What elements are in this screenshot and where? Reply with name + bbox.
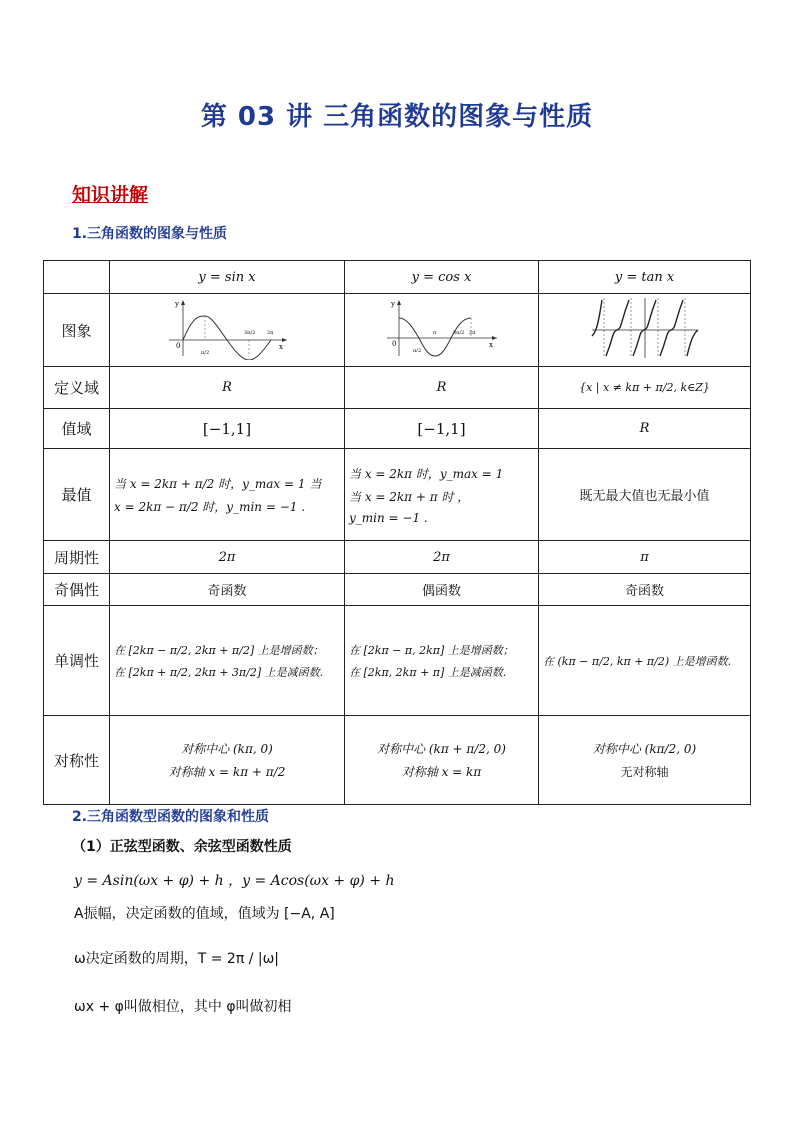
header-empty-cell	[44, 261, 110, 294]
subsection-title-2a: （1）正弦型函数、余弦型函数性质	[72, 839, 292, 855]
cos-tick-label: π	[432, 330, 436, 336]
cos-decreasing: 在 [2kπ, 2kπ + π] 上是减函数.	[349, 665, 507, 679]
cos-min-line: 当 x = 2kπ + π 时 ，	[349, 489, 470, 504]
sin-center: 对称中心 (kπ, 0)	[181, 742, 273, 756]
cos-graph-cell	[345, 294, 539, 367]
phase-line: ωx + φ叫做相位，其中 φ叫做初相	[74, 999, 292, 1015]
cos-axis: 对称轴 x = kπ	[401, 765, 482, 779]
sin-tick-label: π/2	[200, 350, 209, 356]
cos-domain: R	[345, 367, 539, 409]
cos-max-line: 当 x = 2kπ 时，y_max = 1	[349, 466, 504, 481]
tan-domain: {x | x ≠ kπ + π/2, k∈Z}	[539, 367, 751, 409]
row-label-symmetry: 对称性	[44, 716, 110, 805]
tan-period: π	[539, 541, 751, 574]
tan-center: 对称中心 (kπ/2, 0)	[592, 742, 697, 756]
sin-extrema	[110, 449, 345, 541]
cos-extrema	[345, 449, 539, 541]
row-label-period: 周期性	[44, 541, 110, 574]
sin-graph-cell	[110, 294, 345, 367]
sin-axis: 对称轴 x = kπ + π/2	[168, 765, 286, 779]
header-tan: y = tan x	[539, 261, 751, 294]
table-row-domain	[44, 367, 751, 409]
table-row-monotonicity	[44, 606, 751, 716]
page-title: 第 03 讲 三角函数的图象与性质	[200, 102, 594, 132]
section-title: 知识讲解	[72, 184, 149, 206]
sin-symmetry	[110, 716, 345, 805]
sin-range: [−1,1]	[110, 409, 345, 449]
table-header-row	[44, 261, 751, 294]
cos-monotonicity	[345, 606, 539, 716]
tan-parity: 奇函数	[539, 574, 751, 606]
general-form: y = Asin(ωx + φ) + h ，y = Acos(ωx + φ) + h	[74, 873, 395, 889]
cos-period: 2π	[345, 541, 539, 574]
subsection-title-1: 1.三角函数的图象与性质	[72, 226, 228, 242]
cos-graph-origin-label: 0	[391, 340, 396, 348]
sine-graph	[165, 296, 290, 360]
subsection-title-2: 2.三角函数型函数的图象和性质	[72, 809, 270, 825]
sin-tick-label: 2π	[266, 330, 273, 336]
sin-parity: 奇函数	[110, 574, 345, 606]
trig-properties-table	[43, 260, 751, 805]
cos-tick-label: 2π	[468, 330, 475, 336]
header-sin: y = sin x	[110, 261, 345, 294]
sin-max-line: 当 x = 2kπ + π/2 时，y_max = 1 当	[114, 476, 322, 491]
tan-range: R	[539, 409, 751, 449]
period-line: ω决定函数的周期，T = 2π / |ω|	[74, 951, 280, 967]
row-label-graph: 图象	[44, 294, 110, 367]
row-label-domain: 定义域	[44, 367, 110, 409]
sin-monotonicity	[110, 606, 345, 716]
tan-extrema: 既无最大值也无最小值	[539, 449, 751, 541]
header-cos: y = cos x	[345, 261, 539, 294]
row-label-extrema: 最值	[44, 449, 110, 541]
tangent-graph	[590, 296, 700, 360]
tan-symmetry	[539, 716, 751, 805]
cos-center: 对称中心 (kπ + π/2, 0)	[377, 742, 506, 756]
sin-decreasing: 在 [2kπ + π/2, 2kπ + 3π/2] 上是减函数.	[114, 665, 324, 679]
tan-graph-cell	[539, 294, 751, 367]
sin-graph-y-label: y	[174, 300, 179, 308]
table-row-graph	[44, 294, 751, 367]
cos-range: [−1,1]	[345, 409, 539, 449]
row-label-monotonicity: 单调性	[44, 606, 110, 716]
row-label-range: 值域	[44, 409, 110, 449]
amplitude-line: A振幅，决定函数的值域，值域为 [−A, A]	[74, 906, 335, 922]
cos-graph-y-label: y	[390, 300, 395, 308]
table-row-symmetry	[44, 716, 751, 805]
cos-parity: 偶函数	[345, 574, 539, 606]
sin-graph-x-label: x	[278, 343, 283, 351]
cos-min-value: y_min = −1 .	[349, 510, 428, 525]
sin-graph-origin-label: 0	[175, 342, 180, 350]
table-row-range	[44, 409, 751, 449]
tan-axis: 无对称轴	[620, 765, 669, 779]
table-row-extrema	[44, 449, 751, 541]
table-row-parity	[44, 574, 751, 606]
cos-tick-label: 3π/2	[452, 330, 464, 336]
cosine-graph	[383, 296, 501, 360]
sin-period: 2π	[110, 541, 345, 574]
formula-line	[74, 870, 395, 890]
cos-tick-label: π/2	[412, 348, 421, 354]
cos-graph-x-label: x	[488, 341, 493, 349]
sin-domain: R	[110, 367, 345, 409]
row-label-parity: 奇偶性	[44, 574, 110, 606]
table-row-period	[44, 541, 751, 574]
cos-increasing: 在 [2kπ − π, 2kπ] 上是增函数；	[349, 643, 514, 657]
tan-monotonicity: 在 (kπ − π/2, kπ + π/2) 上是增函数.	[539, 606, 751, 716]
sin-increasing: 在 [2kπ − π/2, 2kπ + π/2] 上是增函数；	[114, 643, 324, 657]
cos-symmetry	[345, 716, 539, 805]
sin-min-line: x = 2kπ − π/2 时，y_min = −1 .	[114, 499, 306, 514]
sin-tick-label: 3π/2	[243, 330, 255, 336]
